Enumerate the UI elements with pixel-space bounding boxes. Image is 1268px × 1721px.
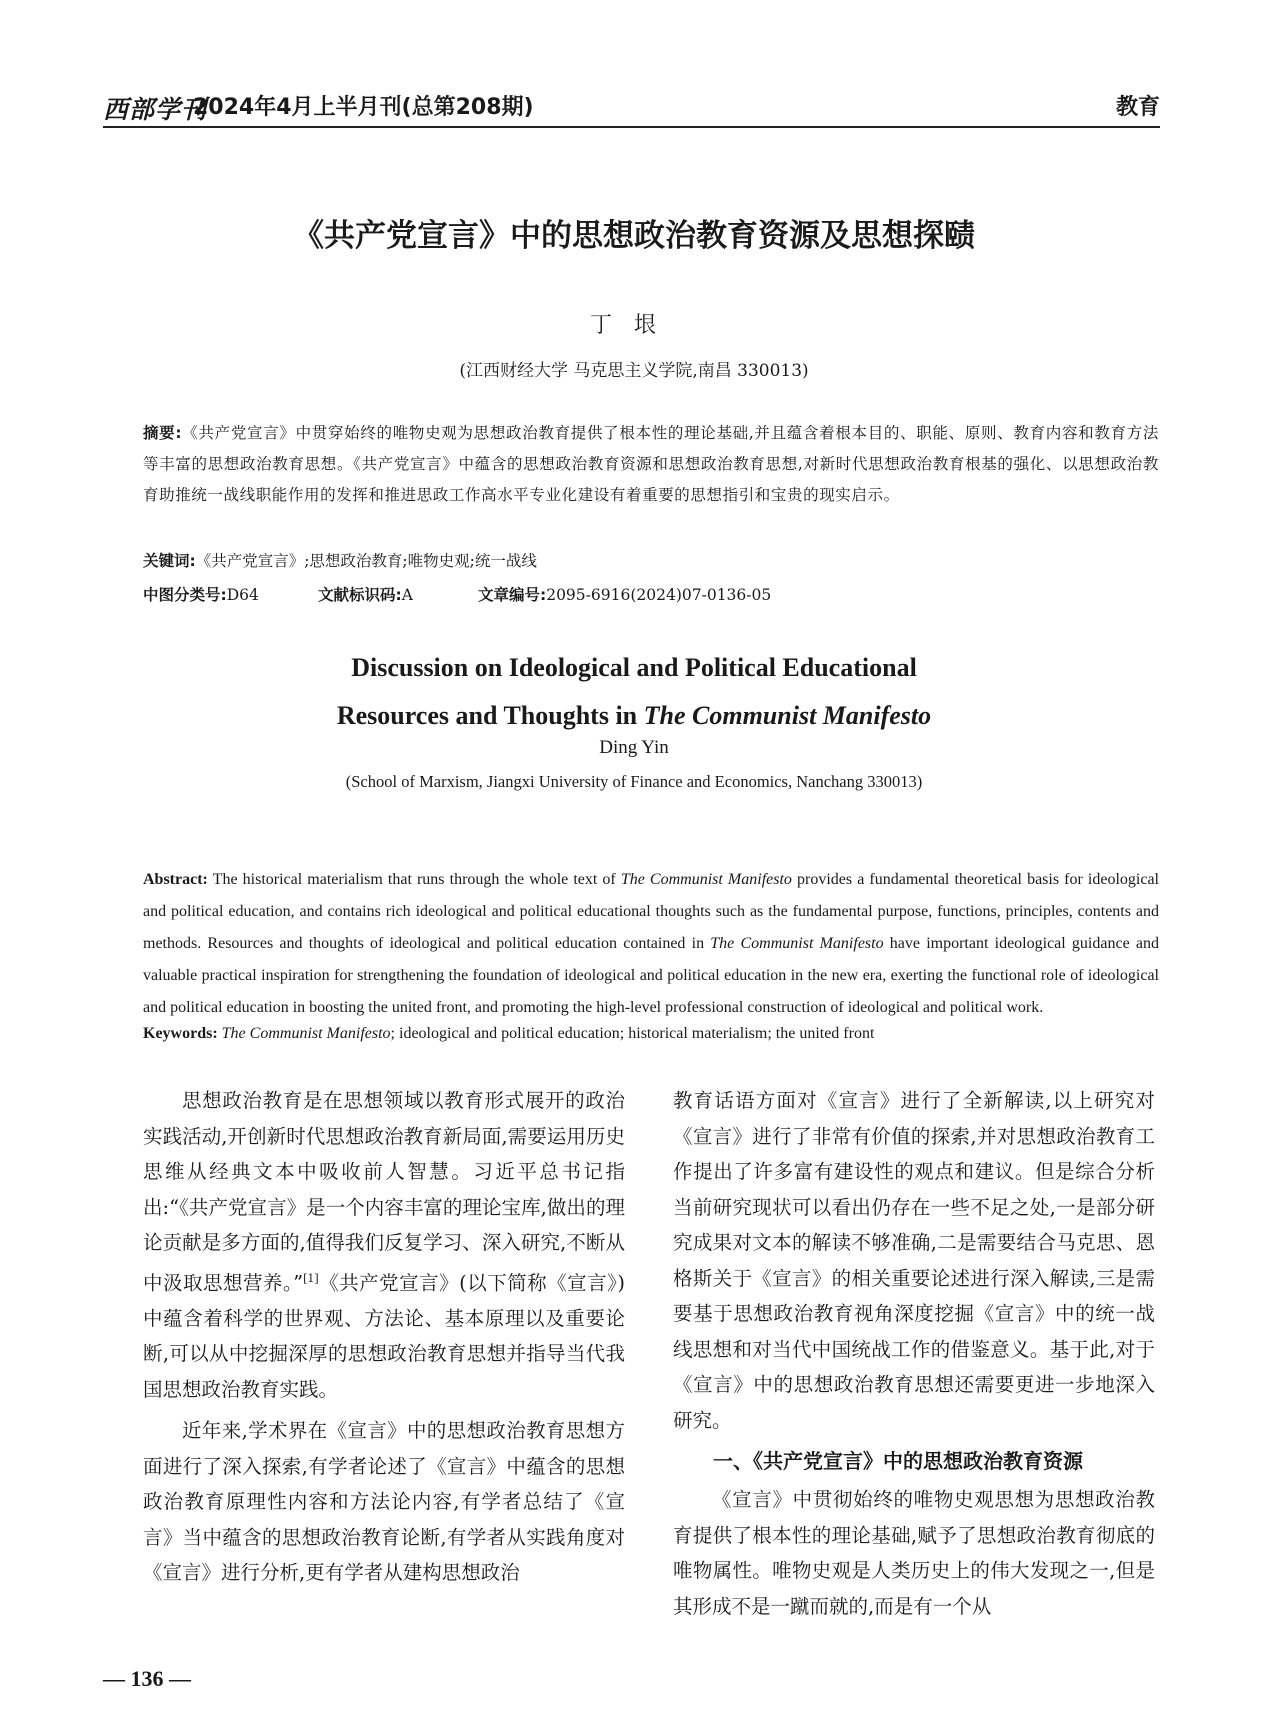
chinese-author: 丁垠: [589, 313, 678, 338]
body-paragraph: 教育话语方面对《宣言》进行了全新解读,以上研究对《宣言》进行了非常有价值的探索,并对思想政治教育工作提出了许多富有建设性的观点和建议。但是综合分析当前研究现状可以看出仍存在一些不足之处,一是部分研究成果对文本的解读不够准确,二是需要结合马克思、恩格斯关于《宣言》的相关重要论述进行深入解读,三是需要基于思想政治教育视角深度挖掘《宣言》中的统一战线思想和对当代中国统战工作的借鉴意义。基于此,对于《宣言》中的思想政治教育思想还需要更进一步地深入研究。: [673, 1089, 1155, 1432]
english-keywords: [143, 1025, 1159, 1043]
english-keywords-italic: The Communist Manifesto: [221, 1025, 391, 1042]
chinese-keywords: [143, 549, 1159, 571]
chinese-abstract: [143, 418, 1159, 511]
doc-code-value: A: [401, 586, 413, 604]
citation-ref: [1]: [303, 1271, 319, 1285]
english-abstract-italic1: The Communist Manifesto: [620, 871, 792, 888]
english-keywords-label: Keywords:: [143, 1025, 218, 1042]
article-number-item: [478, 583, 771, 605]
english-title-prefix: Resources and Thoughts in: [336, 701, 644, 730]
english-author: Ding Yin: [599, 737, 669, 758]
clc-value: D64: [226, 586, 259, 604]
paragraph-text: 《共产党宣言》(以下简称《宣言》)中蕴含着科学的世界观、方法论、基本原理以及重要论断,可以从中挖掘深厚的思想政治教育思想并指导当代我国思想政治教育实践。: [143, 1271, 625, 1401]
body-column-left: [143, 1083, 625, 1597]
english-keywords-rest: ; ideological and political education; historical materialism; the united front: [390, 1025, 875, 1042]
body-paragraph: [143, 1083, 625, 1407]
article-number-label: 文章编号:: [478, 586, 547, 604]
chinese-title: 《共产党宣言》中的思想政治教育资源及思想探赜: [293, 218, 975, 254]
english-title-line2: [0, 692, 1268, 740]
chinese-keywords-text: 《共产党宣言》;思想政治教育;唯物史观;统一战线: [195, 552, 537, 570]
english-abstract-label: Abstract:: [143, 871, 208, 888]
doc-code-item: [318, 583, 478, 605]
english-abstract-part2: provides a fundamental theoretical basis for ideological and political education, and contains rich ideological and political educational thoughts such as the fundamental purpose, functions, principles, contents and methods. Resources and thoughts of ideological and political education contained in: [143, 871, 1159, 952]
issue-info: 2024年4月上半月刊(总第208期): [193, 95, 534, 120]
english-abstract-part1: The historical materialism that runs through the whole text of: [207, 871, 621, 888]
body-paragraph: 《宣言》中贯彻始终的唯物史观思想为思想政治教育提供了根本性的理论基础,赋予了思想政治教育彻底的唯物属性。唯物史观是人类历史上的伟大发现之一,但是其形成不是一蹴而就的,而是有一个从: [673, 1488, 1155, 1618]
chinese-abstract-label: 摘要:: [143, 424, 183, 442]
clc-item: [143, 583, 318, 605]
article-number-value: 2095-6916(2024)07-0136-05: [546, 586, 772, 604]
body-column-right: [673, 1083, 1155, 1630]
classification-line: [143, 583, 1159, 605]
body-paragraph: 近年来,学术界在《宣言》中的思想政治教育思想方面进行了深入探索,有学者论述了《宣言》中蕴含的思想政治教育原理性内容和方法论内容,有学者总结了《宣言》当中蕴含的思想政治教育论断,有学者从实践角度对《宣言》进行分析,更有学者从建构思想政治: [143, 1419, 625, 1584]
english-abstract-part3: have important ideological guidance and valuable practical inspiration for strengthening the foundation of ideological and political education in the new era, exerting the functional role of ideological and political education in boosting the united front, and promoting the high-level professional construction of ideological and political work.: [143, 935, 1159, 1016]
section-heading: 一、《共产党宣言》中的思想政治教育资源: [713, 1449, 1083, 1473]
page-number: — 136 —: [103, 1666, 191, 1691]
clc-label: 中图分类号:: [143, 586, 227, 604]
paragraph-text: 思想政治教育是在思想领域以教育形式展开的政治实践活动,开创新时代思想政治教育新局面,需要运用历史思维从经典文本中吸收前人智慧。习近平总书记指出:“《共产党宣言》是一个内容丰富的理论宝库,做出的理论贡献是多方面的,值得我们反复学习、深入研究,不断从中汲取思想营养。”: [143, 1089, 625, 1294]
section-name: 教育: [1115, 95, 1160, 120]
chinese-affiliation: (江西财经大学 马克思主义学院,南昌 330013): [459, 361, 809, 381]
header-rule: [103, 126, 1160, 128]
english-affiliation: (School of Marxism, Jiangxi University of Finance and Economics, Nanchang 330013): [345, 772, 923, 791]
chinese-keywords-label: 关键词:: [143, 552, 196, 570]
running-header: [103, 84, 1160, 128]
english-title-line1: Discussion on Ideological and Political Educational: [351, 653, 917, 682]
english-title: [0, 644, 1268, 740]
journal-logo: 西部学刊: [103, 95, 208, 124]
english-title-italic: The Communist Manifesto: [643, 701, 932, 730]
doc-code-label: 文献标识码:: [318, 586, 402, 604]
english-abstract: [143, 864, 1159, 1024]
chinese-abstract-text: 《共产党宣言》中贯穿始终的唯物史观为思想政治教育提供了根本性的理论基础,并且蕴含着根本目的、职能、原则、教育内容和教育方法等丰富的思想政治教育思想。《共产党宣言》中蕴含的思想政治教育资源和思想政治教育思想,对新时代思想政治教育根基的强化、以思想政治教育助推统一战线职能作用的发挥和推进思政工作高水平专业化建设有着重要的思想指引和宝贵的现实启示。: [143, 424, 1160, 504]
english-abstract-italic2: The Communist Manifesto: [710, 935, 884, 952]
